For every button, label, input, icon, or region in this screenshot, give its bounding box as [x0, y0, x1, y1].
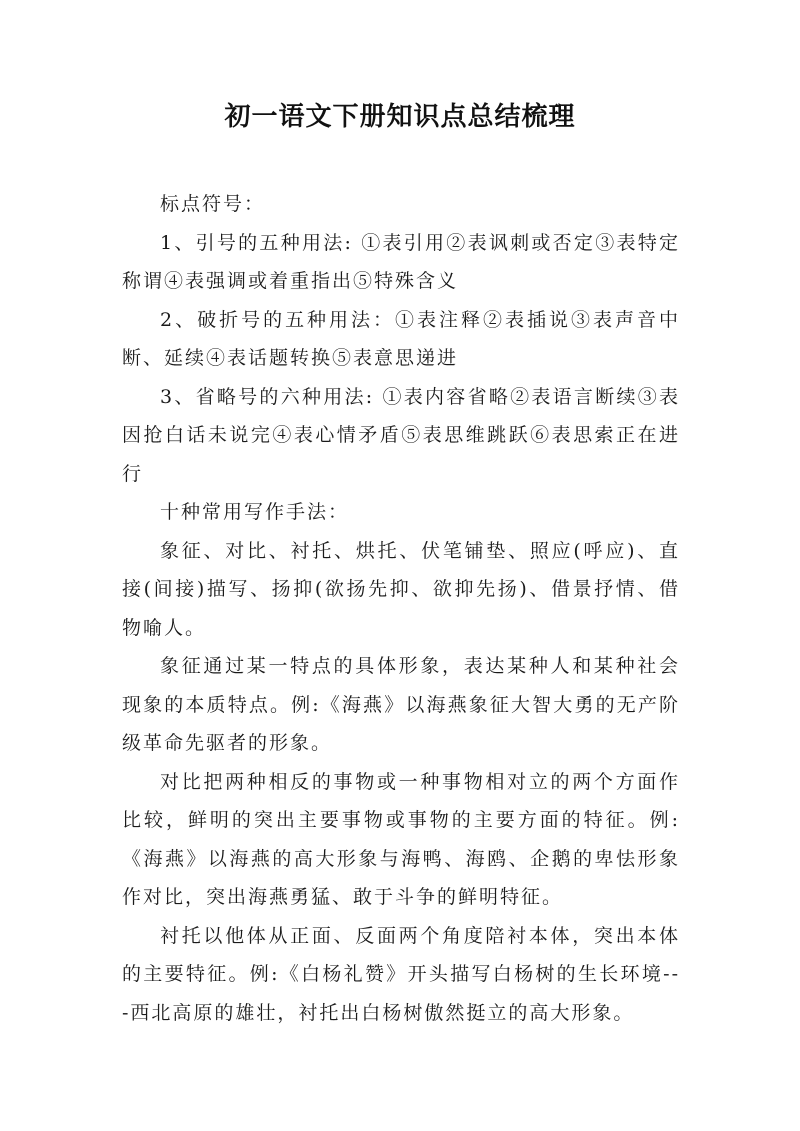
paragraph-quotation-marks: 1、引号的五种用法: ①表引用②表讽刺或否定③表特定称谓④表强调或着重指出⑤特殊含义	[122, 231, 680, 292]
document-body	[122, 185, 680, 1032]
paragraph-dash: 2、破折号的五种用法：①表注释②表插说③表声音中断、延续④表话题转换⑤表意思递进	[122, 308, 680, 369]
paragraph-ellipsis: 3、省略号的六种用法: ①表内容省略②表语言断续③表因抢白话未说完④表心情矛盾⑤表思维跳跃⑥表思索正在进行	[122, 385, 680, 485]
paragraph-foil: 衬托以他体从正面、反面两个角度陪衬本体，突出本体的主要特征。例:《白杨礼赞》开头描写白杨树的生长环境---西北高原的雄壮，衬托出白杨树傲然挺立的高大形象。	[122, 924, 680, 1024]
paragraph-punctuation-heading: 标点符号：	[160, 193, 266, 215]
document-title: 初一语文下册知识点总结梳理	[224, 102, 576, 132]
paragraph-contrast: 对比把两种相反的事物或一种事物相对立的两个方面作比较，鲜明的突出主要事物或事物的主要方面的特征。例:《海燕》以海燕的高大形象与海鸭、海鸥、企鹅的卑怯形象作对比，突出海燕勇猛、敢于斗争的鲜明特征。	[122, 770, 680, 908]
paragraph-symbolism: 象征通过某一特点的具体形象，表达某种人和某种社会现象的本质特点。例:《海燕》以海燕象征大智大勇的无产阶级革命先驱者的形象。	[122, 655, 680, 754]
paragraph-writing-techniques-heading: 十种常用写作手法：	[160, 501, 350, 523]
paragraph-techniques-list: 象征、对比、衬托、烘托、伏笔铺垫、照应(呼应)、直接(间接)描写、扬抑(欲扬先抑、欲抑先扬)、借景抒情、借物喻人。	[122, 539, 680, 639]
